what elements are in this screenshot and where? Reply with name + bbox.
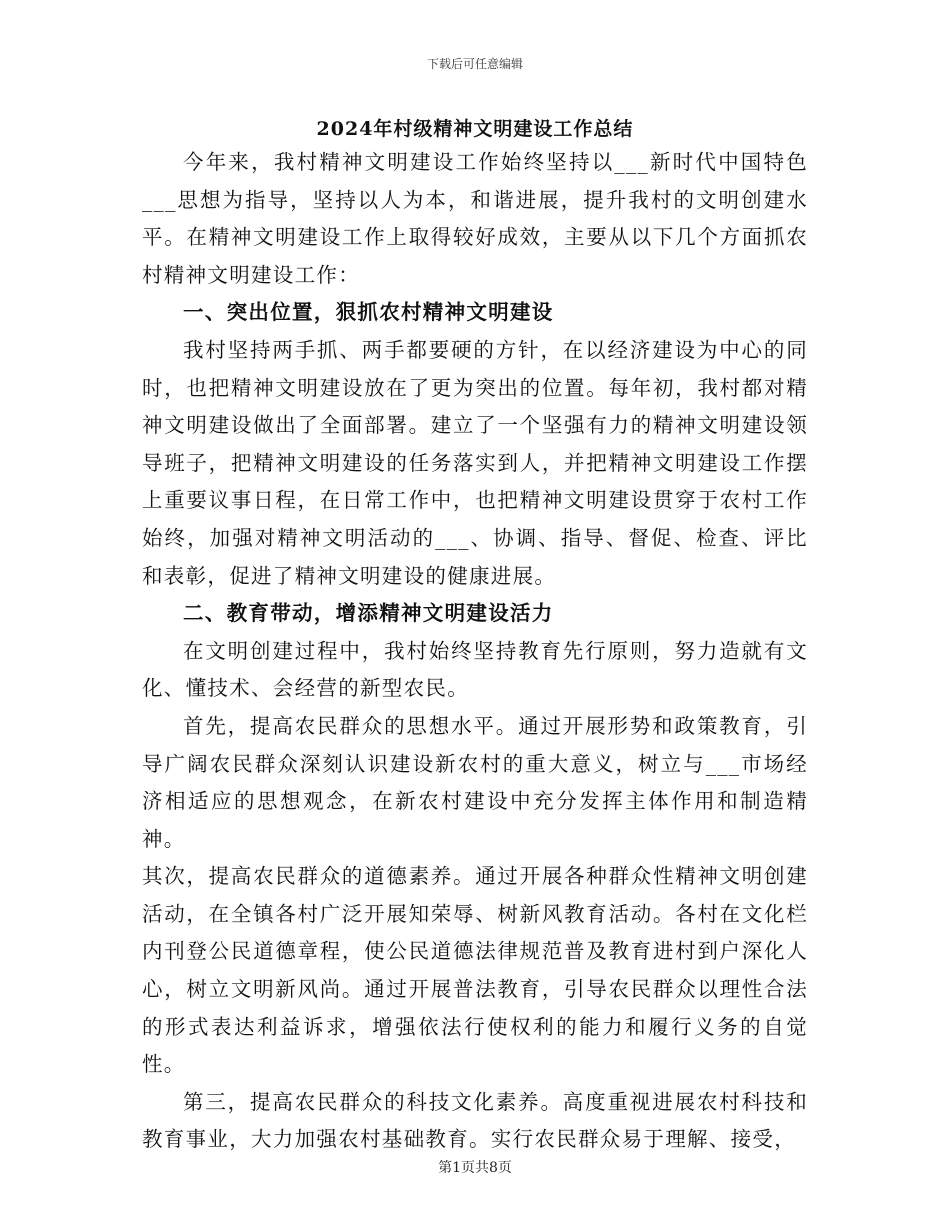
section2-paragraph-3: 其次，提高农民群众的道德素养。通过开展各种群众性精神文明创建活动，在全镇各村广泛开展知荣辱、树新风教育活动。各村在文化栏内刊登公民道德章程，使公民道德法律规范普及教育进村到户深化人心，树立文明新风尚。通过开展普法教育，引导农民群众以理性合法的形式表达利益诉求，增强依法行使权利的能力和履行义务的自觉性。 xyxy=(142,864,808,1077)
section2-paragraph-1: 在文明创建过程中，我村始终坚持教育先行原则，努力造就有文化、懂技术、会经营的新型农民。 xyxy=(142,638,808,701)
document-title: 2024年村级精神文明建设工作总结 xyxy=(316,118,634,140)
section2-paragraph-4: 第三，提高农民群众的科技文化素养。高度重视进展农村科技和教育事业，大力加强农村基础教育。实行农民群众易于理解、接受， xyxy=(142,1089,808,1152)
section2-paragraph-2: 首先，提高农民群众的思想水平。通过开展形势和政策教育，引导广阔农民群众深刻认识建设新农村的重大意义，树立与___市场经济相适应的思想观念，在新农村建设中充分发挥主体作用和制造精神。 xyxy=(142,713,808,851)
header-note: 下载后可任意编辑 xyxy=(426,57,523,71)
section-heading-1: 一、突出位置，狠抓农村精神文明建设 xyxy=(183,300,554,325)
document-body xyxy=(142,144,808,1159)
section1-paragraph: 我村坚持两手抓、两手都要硬的方针，在以经济建设为中心的同时，也把精神文明建设放在了更为突出的位置。每年初，我村都对精神文明建设做出了全面部署。建立了一个坚强有力的精神文明建设领导班子，把精神文明建设的任务落实到人，并把精神文明建设工作摆上重要议事日程，在日常工作中，也把精神文明建设贯穿于农村工作始终，加强对精神文明活动的___、协调、指导、督促、检查、评比和表彰，促进了精神文明建设的健康进展。 xyxy=(142,337,808,588)
intro-paragraph: 今年来，我村精神文明建设工作始终坚持以___新时代中国特色___思想为指导，坚持以人为本，和谐进展，提升我村的文明创建水平。在精神文明建设工作上取得较好成效，主要从以下几个方面抓农村精神文明建设工作： xyxy=(142,150,808,287)
section-heading-2: 二、教育带动，增添精神文明建设活力 xyxy=(183,601,554,626)
page-footer: 第1页共8页 xyxy=(438,1160,512,1176)
